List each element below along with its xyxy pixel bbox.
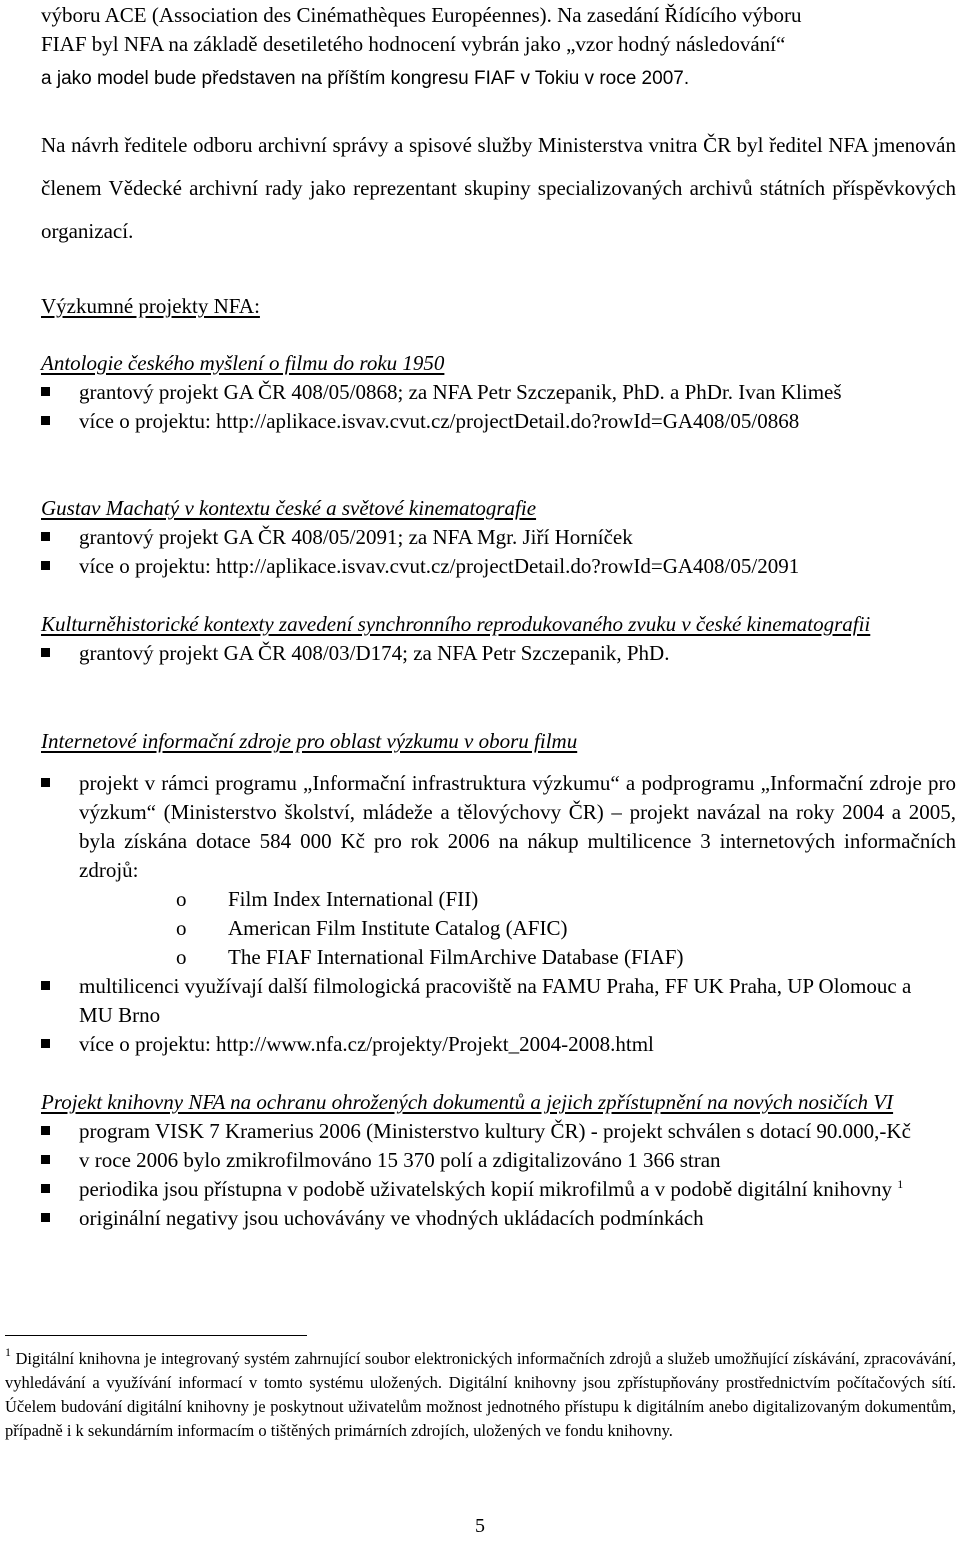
sub-marker: o [176, 945, 187, 969]
section-heading: Projekt knihovny NFA na ochranu ohrožených dokumentů a jejich zpřístupnění na nových nosičích VI [41, 1090, 894, 1114]
internet-section [41, 727, 956, 1059]
project-title: Antologie českého myšlení o filmu do roku 1950 [41, 351, 445, 375]
footnote-text: Digitální knihovna je integrovaný systém zahrnující soubor elektronických informačních zdrojů a služeb umožňující získávání, zpracovávání, vyhledávání a využívání informací v tomto systému uložených. Digitální knihovny jsou zpřístupňovány prostřednictvím počítačových sítí. Účelem budování digitální knihovny je poskytnout uživatelům možnost jednotného přístupu k digitálním anebo digitalizovaným dokumentům, případně i k sekundárním informacím o tištěných primárních zdrojích, uložených ve fondu knihovny. [5, 1349, 956, 1440]
project-title: Gustav Machatý v kontextu české a světové kinematografie [41, 496, 537, 520]
sub-marker: o [176, 887, 187, 911]
bullet-text: projekt v rámci programu „Informační infrastruktura výzkumu“ a podprogramu „Informační zdroje pro výzkum“ (Ministerstvo školství, mládeže a tělovýchovy ČR) – projekt navázal na roky 2004 a 2005, byla získána dotace 584 000 Kč pro rok 2006 na nákup multilicence 3 internetových informačních zdrojů: [79, 771, 956, 882]
project-bullets [41, 523, 956, 581]
resource-sublist [79, 885, 956, 972]
list-item: originální negativy jsou uchovávány ve vhodných ukládacích podmínkách [41, 1204, 956, 1233]
list-item: více o projektu: http://aplikace.isvav.cvut.cz/projectDetail.do?rowId=GA408/05/2091 [41, 552, 956, 581]
list-item: periodika jsou přístupna v podobě uživatelských kopií mikrofilmů a v podobě digitální knihovny $^1$ [41, 1175, 956, 1204]
project-title: Kulturněhistorické kontexty zavedení synchronního reprodukovaného zvuku v české kinematografii [41, 612, 871, 636]
list-item: grantový projekt GA ČR 408/05/0868; za NFA Petr Szczepanik, PhD. a PhDr. Ivan Klimeš [41, 378, 956, 407]
footnote [5, 1347, 956, 1443]
list-item [41, 769, 956, 972]
project-bullets [41, 639, 956, 668]
project-zvuk [41, 610, 956, 668]
sub-marker: o [176, 916, 187, 940]
page-number: 5 [475, 1515, 485, 1537]
project-antologie [41, 349, 956, 436]
list-item: multilicenci využívají další filmologická pracoviště na FAMU Praha, FF UK Praha, UP Olomouc a MU Brno [41, 972, 929, 1030]
intro-line-3: a jako model bude představen na příštím kongresu FIAF v Tokiu v roce 2007. [41, 68, 690, 89]
list-item: více o projektu: http://www.nfa.cz/projekty/Projekt_2004-2008.html [41, 1030, 956, 1059]
project-machaty [41, 494, 956, 581]
internet-bullets [41, 769, 956, 1059]
list-item: grantový projekt GA ČR 408/03/D174; za NFA Petr Szczepanik, PhD. [41, 639, 956, 668]
intro-line-2: FIAF byl NFA na základě desetiletého hodnocení vybrán jako „vzor hodný následování“ [41, 32, 786, 56]
library-bullets [41, 1117, 956, 1233]
list-item: program VISK 7 Kramerius 2006 (Ministerstvo kultury ČR) - projekt schválen s dotací 90.000,-Kč [41, 1117, 956, 1146]
sub-list-item: o Film Index International (FII) [176, 885, 956, 914]
sub-list-item: o American Film Institute Catalog (AFIC) [176, 914, 956, 943]
section-heading: Internetové informační zdroje pro oblast výzkumu v oboru filmu [41, 729, 578, 753]
footnote-ref: 1 [897, 1177, 904, 1191]
intro-line-1: výboru ACE (Association des Cinémathèques Européennes). Na zasedání Řídícího výboru [41, 3, 802, 27]
ministry-paragraph: Na návrh ředitele odboru archivní správy a spisové služby Ministerstva vnitra ČR byl ředitel NFA jmenován členem Vědecké archivní rady jako reprezentant skupiny specializovaných archivů státních příspěvkových organizací. [41, 133, 956, 243]
project-bullets [41, 378, 956, 436]
list-item: v roce 2006 bylo zmikrofilmováno 15 370 polí a zdigitalizováno 1 366 stran [41, 1146, 956, 1175]
library-section [41, 1088, 956, 1233]
sub-list-item: o The FIAF International FilmArchive Database (FIAF) [176, 943, 956, 972]
section-title: Výzkumné projekty NFA: [41, 294, 260, 318]
list-item: grantový projekt GA ČR 408/05/2091; za NFA Mgr. Jiří Horníček [41, 523, 956, 552]
list-item: více o projektu: http://aplikace.isvav.cvut.cz/projectDetail.do?rowId=GA408/05/0868 [41, 407, 956, 436]
footnote-marker: 1 [5, 1345, 11, 1359]
footnote-separator [5, 1335, 307, 1336]
